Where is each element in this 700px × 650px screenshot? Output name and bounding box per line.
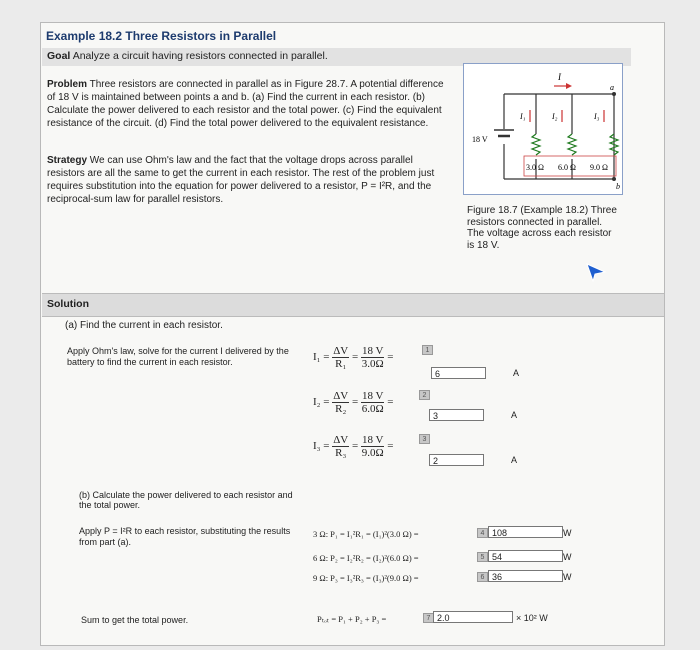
current-arrow-head — [566, 83, 572, 89]
eq1-value-fraction — [361, 345, 385, 370]
problem-label: Problem — [47, 79, 88, 90]
eq1-vnum: 18 V — [361, 345, 384, 357]
label-point-a: a — [610, 83, 614, 92]
solution-label: Solution — [47, 298, 89, 310]
current-equation-1: I₁ = $\frac{\Delta V}{\text{R₁}}$ = $\frac{18 V}{3.0\Omega}$ = — [313, 345, 394, 370]
example-title: Example 18.2 Three Resistors in Parallel — [46, 29, 277, 43]
figure-caption: Figure 18.7 (Example 18.2) Three resistors connected in parallel. The voltage across each resistor is 18 V. — [467, 205, 617, 251]
hint-badge-7[interactable]: 7 — [423, 613, 434, 623]
answer-i3-field[interactable]: 2 — [429, 454, 484, 466]
eq1-num: ΔV — [333, 345, 349, 357]
unit-i1: A — [513, 368, 520, 378]
label-top-current: I — [558, 72, 561, 82]
eq2-den: R₂ — [335, 403, 347, 415]
sum-label: Sum to get the total power. — [81, 615, 189, 625]
hint-badge-5[interactable]: 5 — [477, 552, 488, 562]
power-equation-3: 9 Ω: P₃ = I₃²R₃ = (I₃)²(9.0 Ω) = — [313, 573, 419, 583]
eq3-lhs: I₃ = — [313, 440, 330, 453]
label-r3: 9.0 Ω — [590, 163, 608, 172]
eq1-den: R₁ — [335, 358, 347, 370]
problem-body: Three resistors are connected in parallel as in Figure 28.7. A potential difference of 18 V is maintained between points a and b. (a) Find the current in each resistor. (b) Calculate the power delivered to each resistor and the total power. (c) Find the equivalent resistance of the circuit. (d) Find the total power delivered to the equivalent resistance. — [47, 79, 444, 129]
r1-zigzag — [532, 134, 540, 155]
unit-i3: A — [511, 455, 518, 465]
goal — [47, 50, 328, 62]
power-equation-1: 3 Ω: P₁ = I₁²R₁ = (I₁)²(3.0 Ω) = — [313, 529, 419, 539]
apply-power-text: Apply P = I²R to each resistor, substituting the results from part (a). — [79, 526, 291, 547]
solution-bar — [42, 293, 664, 317]
goal-text: Analyze a circuit having resistors connected in parallel. — [72, 50, 328, 62]
hint-badge-6[interactable]: 6 — [477, 572, 488, 582]
label-i2: I₂ — [552, 112, 558, 121]
circuit-figure — [463, 63, 623, 195]
unit-p3: W — [563, 572, 572, 582]
eq2-value-fraction — [361, 390, 385, 415]
unit-p1: W — [563, 528, 572, 538]
hint-badge-3[interactable]: 3 — [419, 434, 430, 444]
eq2-vnum: 18 V — [361, 390, 384, 402]
problem-text — [47, 78, 447, 130]
eq2-lhs: I₂ = — [313, 396, 330, 409]
label-r1: 3.0 Ω — [526, 163, 544, 172]
current-equation-3: I₃ = $\frac{\Delta V}{\text{R₃}}$ = $\frac{18 V}{9.0\Omega}$ = — [313, 434, 394, 459]
label-i1: I₁ — [520, 112, 526, 121]
unit-p2: W — [563, 552, 572, 562]
goal-label: Goal — [47, 50, 71, 62]
label-i3: I₃ — [594, 112, 600, 121]
eq3-den: R₃ — [335, 447, 347, 459]
label-r2: 6.0 Ω — [558, 163, 576, 172]
answer-p1-field[interactable]: 108 — [488, 526, 563, 538]
strategy-text — [47, 154, 447, 206]
label-battery: 18 V — [472, 135, 488, 144]
eq3-value-fraction — [361, 434, 385, 459]
eq1-lhs: I₁ = — [313, 351, 330, 364]
answer-p3-field[interactable]: 36 — [488, 570, 563, 582]
total-power-equation: Pₜₒₜ = P₁ + P₂ + P₃ = — [317, 614, 387, 624]
answer-total-field[interactable]: 2.0 — [433, 611, 513, 623]
cursor-icon — [585, 262, 609, 282]
part-a-heading: (a) Find the current in each resistor. — [65, 320, 223, 331]
strategy-label: Strategy — [47, 155, 88, 166]
eq3-vnum: 18 V — [361, 434, 384, 446]
eq1-vden: 3.0Ω — [361, 358, 384, 370]
answer-i1-field[interactable]: 6 — [431, 367, 486, 379]
strategy-body: We can use Ohm's law and the fact that the voltage drops across parallel resistors are all the same to get the current in each resistor. The rest of the problem just requires substitution into the equation for power delivered to a resistor, P = I²R, and the reciprocal-sum law for parallel resistors. — [47, 155, 435, 205]
node-b — [612, 177, 616, 181]
eq3-vden: 9.0Ω — [361, 447, 384, 459]
eq2-symbolic-fraction — [332, 390, 349, 415]
apply-ohm-text: Apply Ohm's law, solve for the current I delivered by the battery to find the current in each resistor. — [67, 346, 289, 367]
power-equation-2: 6 Ω: P₂ = I₂²R₂ = (I₂)²(6.0 Ω) = — [313, 553, 419, 563]
current-equation-2: I₂ = $\frac{\Delta V}{\text{R₂}}$ = $\frac{18 V}{6.0\Omega}$ = — [313, 390, 394, 415]
part-b-heading: (b) Calculate the power delivered to each resistor and the total power. — [79, 490, 293, 510]
node-a — [612, 92, 616, 96]
hint-badge-4[interactable]: 4 — [477, 528, 488, 538]
r2-zigzag — [568, 134, 576, 155]
eq3-num: ΔV — [333, 434, 349, 446]
hint-badge-2[interactable]: 2 — [419, 390, 430, 400]
eq1-symbolic-fraction — [332, 345, 349, 370]
unit-total: × 10² W — [516, 613, 548, 623]
eq2-vden: 6.0Ω — [361, 403, 384, 415]
unit-i2: A — [511, 410, 518, 420]
circuit-diagram — [464, 64, 622, 194]
hint-badge-1[interactable]: 1 — [422, 345, 433, 355]
branch-arrows — [530, 110, 604, 122]
eq3-symbolic-fraction — [332, 434, 349, 459]
eq2-num: ΔV — [333, 390, 349, 402]
example-card — [40, 22, 665, 646]
answer-i2-field[interactable]: 3 — [429, 409, 484, 421]
answer-p2-field[interactable]: 54 — [488, 550, 563, 562]
label-point-b: b — [616, 182, 620, 191]
